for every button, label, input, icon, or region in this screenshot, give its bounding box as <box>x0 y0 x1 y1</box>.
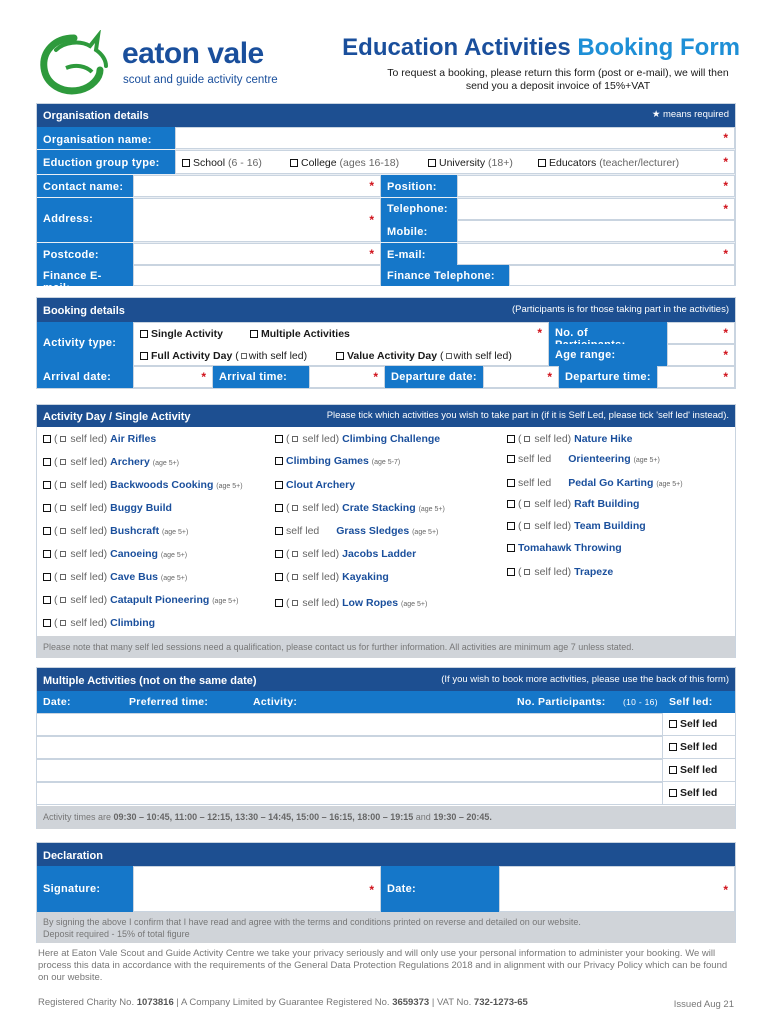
intro-text: To request a booking, please return this form (post or e-mail), we will then send you a deposit invoice of 15%+VAT <box>387 67 729 92</box>
activity-climbing[interactable]: ( self led) Climbing <box>43 617 155 629</box>
telephone-input[interactable]: * <box>457 198 735 220</box>
footer-registration: Registered Charity No. 1073816 | A Company Limited by Guarantee Registered No. 3659373 | VAT No. 732-1273-65 <box>38 997 528 1008</box>
multi-self-led-option[interactable]: Self led <box>669 741 717 753</box>
position-input[interactable]: * <box>457 175 735 197</box>
opt-full-day[interactable]: Full Activity Day ( with self led) <box>140 350 307 362</box>
activity-cave-bus[interactable]: ( self led) Cave Bus (age 5+) <box>43 571 187 583</box>
activity-footnote: Please note that many self led sessions need a qualification, please contact us for further information. All activities are minimum age 7 unless stated. <box>37 636 735 658</box>
activity-orienteering[interactable]: self led Orienteering (age 5+) <box>507 453 660 465</box>
activity-backwoods-cooking[interactable]: ( self led) Backwoods Cooking (age 5+) <box>43 479 243 491</box>
required-note: ★ means required <box>651 109 729 120</box>
multi-self-led-option[interactable]: Self led <box>669 787 717 799</box>
activity-bushcraft[interactable]: ( self led) Bushcraft (age 5+) <box>43 525 188 537</box>
multi-row <box>37 759 735 782</box>
multi-row <box>37 782 735 805</box>
decl-terms: By signing the above I confirm that I have read and agree with the terms and conditions printed on reverse and detailed on our website. Deposit required - 15% of total figure <box>37 912 735 943</box>
privacy-text: Here at Eaton Vale Scout and Guide Activity Centre we take your privacy seriously and will only use your personal information to administer your booking. We will process this data in accordance with the requirements of the General Data Protection Regulations 2018 and in alignment with our Privacy Policy which can be found on our website. <box>38 948 728 983</box>
type-university[interactable]: University (18+) <box>428 157 513 169</box>
postcode-label: Postcode: <box>37 243 133 265</box>
multi-row-input[interactable] <box>37 713 663 736</box>
mobile-input[interactable] <box>457 220 735 242</box>
dragon-logo-icon <box>36 30 116 98</box>
email-label: E-mail: <box>381 243 457 265</box>
finance-email-label: Finance E-mail: <box>37 265 133 286</box>
title-part2: Booking Form <box>577 34 740 61</box>
activity-section <box>36 404 736 658</box>
decl-date-input[interactable]: * <box>499 866 735 912</box>
multi-row-input[interactable] <box>37 759 663 782</box>
finance-email-input[interactable] <box>133 265 381 286</box>
type-educators[interactable]: Educators (teacher/lecturer) <box>538 157 679 169</box>
brand-name: eaton vale <box>122 37 264 70</box>
activity-times: Activity times are 09:30 – 10:45, 11:00 – 12:15, 13:30 – 14:45, 15:00 – 16:15, 18:00 – 19:15 and 19:30 – 20:45. <box>37 806 735 829</box>
edu-type-options: School (6 - 16) College (ages 16-18) University (18+) Educators (teacher/lecturer) * <box>175 150 735 174</box>
multi-self-led-option[interactable]: Self led <box>669 764 717 776</box>
contact-label: Contact name: <box>37 175 133 197</box>
type-school[interactable]: School (6 - 16) <box>182 157 262 169</box>
opt-value-day[interactable]: Value Activity Day ( with self led) <box>336 350 512 362</box>
booking-section <box>36 297 736 389</box>
finance-tel-input[interactable] <box>509 265 735 286</box>
activity-clout-archery[interactable]: Clout Archery <box>275 479 355 491</box>
departure-date-input[interactable]: * <box>483 366 559 388</box>
activity-pedal-go-karting[interactable]: self led Pedal Go Karting (age 5+) <box>507 477 683 489</box>
activity-buggy-build[interactable]: ( self led) Buggy Build <box>43 502 172 514</box>
departure-time-input[interactable]: * <box>657 366 735 388</box>
activity-jacobs-ladder[interactable]: ( self led) Jacobs Ladder <box>275 548 416 560</box>
activity-kayaking[interactable]: ( self led) Kayaking <box>275 571 389 583</box>
activity-archery[interactable]: ( self led) Archery (age 5+) <box>43 456 179 468</box>
org-header: Organisation details ★ means required <box>37 104 735 127</box>
booking-header: Booking details (Participants is for those taking part in the activities) <box>37 298 735 322</box>
multiple-header: Multiple Activities (not on the same date) (If you wish to book more activities, please use the back of this form) <box>37 668 735 691</box>
activity-grass-sledges[interactable]: self led Grass Sledges (age 5+) <box>275 525 438 537</box>
opt-single[interactable]: Single Activity <box>140 328 223 340</box>
opt-multiple[interactable]: Multiple Activities <box>250 328 350 340</box>
activity-catapult-pioneering[interactable]: ( self led) Catapult Pioneering (age 5+) <box>43 594 239 606</box>
activity-low-ropes[interactable]: ( self led) Low Ropes (age 5+) <box>275 597 427 609</box>
finance-tel-label: Finance Telephone: <box>381 265 509 286</box>
telephone-label: Telephone: <box>381 198 457 220</box>
departure-time-label: Departure time: <box>559 366 657 388</box>
arrival-date-input[interactable]: * <box>133 366 213 388</box>
activity-header: Activity Day / Single Activity Please tick which activities you wish to take part in (if it is Self Led, please tick 'self led' instead). <box>37 405 735 427</box>
activity-team-building[interactable]: ( self led) Team Building <box>507 520 646 532</box>
activity-trapeze[interactable]: ( self led) Trapeze <box>507 566 613 578</box>
activity-crate-stacking[interactable]: ( self led) Crate Stacking (age 5+) <box>275 502 445 514</box>
arrival-time-label: Arrival time: <box>213 366 309 388</box>
arrival-time-input[interactable]: * <box>309 366 385 388</box>
email-input[interactable]: * <box>457 243 735 265</box>
multi-row-input[interactable] <box>37 736 663 759</box>
multi-row <box>37 736 735 759</box>
activity-type-label: Activity type: <box>37 322 133 366</box>
activity-nature-hike[interactable]: ( self led) Nature Hike <box>507 433 632 445</box>
signature-label: Signature: <box>37 866 133 912</box>
declaration-header: Declaration <box>37 843 735 866</box>
signature-input[interactable]: * <box>133 866 381 912</box>
activity-tomahawk-throwing[interactable]: Tomahawk Throwing <box>507 542 622 554</box>
activity-climbing-games[interactable]: Climbing Games (age 5-7) <box>275 455 400 467</box>
departure-date-label: Departure date: <box>385 366 483 388</box>
org-name-input[interactable]: * <box>175 127 735 149</box>
page-title <box>300 34 740 62</box>
arrival-date-label: Arrival date: <box>37 366 133 388</box>
contact-input[interactable]: * <box>133 175 381 197</box>
multi-self-led-option[interactable]: Self led <box>669 718 717 730</box>
age-range-label: Age range: <box>549 344 667 366</box>
multi-row <box>37 713 735 736</box>
org-section <box>36 103 736 294</box>
multiple-section <box>36 667 736 829</box>
brand-tagline: scout and guide activity centre <box>123 74 278 86</box>
logo <box>36 30 296 100</box>
title-part1: Education Activities <box>342 34 571 61</box>
activity-raft-building[interactable]: ( self led) Raft Building <box>507 498 639 510</box>
mobile-label: Mobile: <box>381 220 457 242</box>
activity-air-rifles[interactable]: ( self led) Air Rifles <box>43 433 156 445</box>
footer-issued: Issued Aug 21 <box>673 999 734 1010</box>
multiple-columns: Date: Preferred time: Activity: No. Participants: (10 - 16) Self led: <box>37 691 735 713</box>
address-input[interactable]: * <box>133 198 381 242</box>
org-name-label: Organisation name: <box>37 127 175 149</box>
age-range-input[interactable]: * <box>667 344 735 366</box>
multi-row-input[interactable] <box>37 782 663 805</box>
activity-climbing-challenge[interactable]: ( self led) Climbing Challenge <box>275 433 440 445</box>
participants-label: No. of <box>549 322 667 344</box>
postcode-input[interactable]: * <box>133 243 381 265</box>
type-college[interactable]: College (ages 16-18) <box>290 157 399 169</box>
address-label: Address: <box>37 198 133 242</box>
declaration-section <box>36 842 736 943</box>
decl-date-label: Date: <box>381 866 499 912</box>
activity-type-options: Single Activity Multiple Activities * Full Activity Day ( with self led) Value Activity Day ( with self led) <box>133 322 549 366</box>
activity-canoeing[interactable]: ( self led) Canoeing (age 5+) <box>43 548 187 560</box>
participants-input[interactable]: * <box>667 322 735 344</box>
edu-type-label: Eduction group type: <box>37 150 175 174</box>
position-label: Position: <box>381 175 457 197</box>
